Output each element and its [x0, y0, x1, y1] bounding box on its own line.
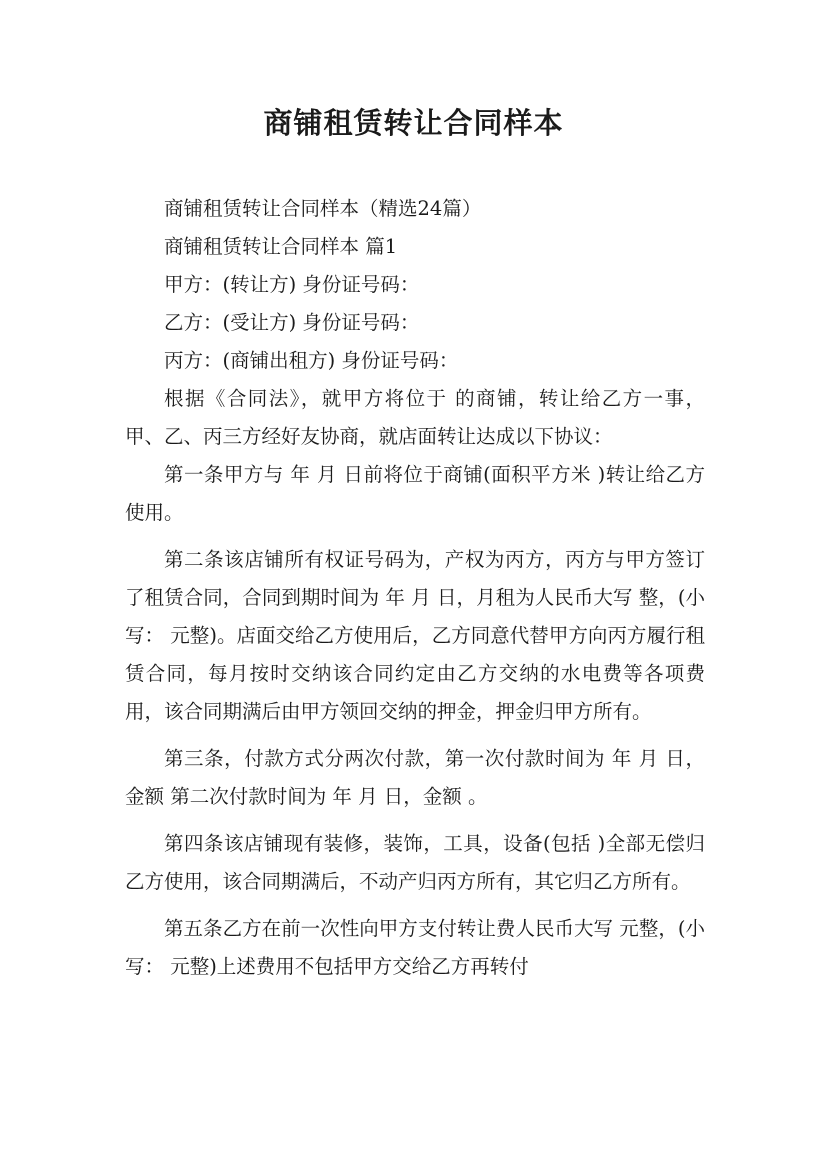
- paragraph-party-b: 乙方：(受让方) 身份证号码：: [164, 311, 420, 334]
- paragraph-party-c: 丙方：(商铺出租方) 身份证号码：: [164, 349, 459, 372]
- document-title: 商铺租赁转让合同样本: [263, 106, 564, 140]
- paragraph-article-3: 第三条，付款方式分两次付款，第一次付款时间为 年 月 日，金额 第二次付款时间为 年 月 日，金额 。: [125, 747, 705, 808]
- paragraph-article-5: 第五条乙方在前一次性向甲方支付转让费人民币大写 元整，(小写： 元整)上述费用不包括甲方交给乙方再转付: [125, 917, 705, 978]
- document-body: [125, 190, 705, 986]
- paragraph-section-heading: 商铺租赁转让合同样本 篇1: [164, 235, 398, 258]
- paragraph-subtitle: 商铺租赁转让合同样本（精选24篇）: [164, 197, 482, 220]
- paragraph-article-1: 第一条甲方与 年 月 日前将位于商铺(面积平方米 )转让给乙方使用。: [125, 463, 705, 524]
- paragraph-party-a: 甲方：(转让方) 身份证号码：: [164, 273, 420, 296]
- paragraph-article-2: 第二条该店铺所有权证号码为，产权为丙方，丙方与甲方签订了租赁合同，合同到期时间为 年 月 日，月租为人民币大写 整，(小写： 元整)。店面交给乙方使用后，乙方同意代替甲方向丙方履行租赁合同，每月按时交纳该合同约定由乙方交纳的水电费等各项费用，该合同期满后由甲方领回交纳的押金，押金归甲方所有。: [125, 548, 705, 723]
- paragraph-article-4: 第四条该店铺现有装修，装饰，工具，设备(包括 )全部无偿归乙方使用，该合同期满后，不动产归丙方所有，其它归乙方所有。: [125, 832, 705, 893]
- paragraph-preamble: 根据《合同法》，就甲方将位于 的商铺，转让给乙方一事，甲、乙、丙三方经好友协商，就店面转让达成以下协议：: [125, 387, 705, 448]
